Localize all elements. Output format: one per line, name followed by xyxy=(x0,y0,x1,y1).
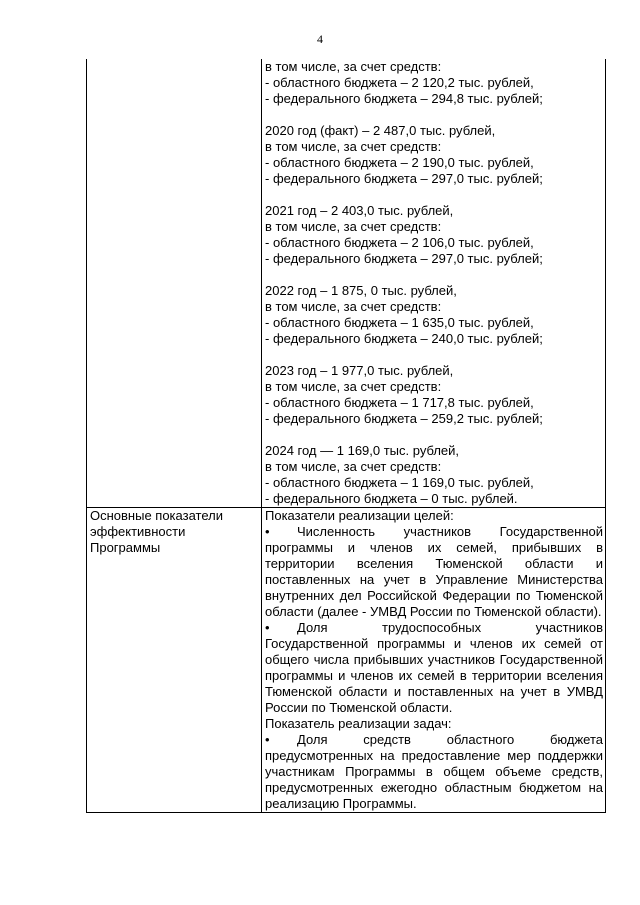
funding-line: 2024 год — 1 169,0 тыс. рублей, xyxy=(265,443,460,458)
funding-line: в том числе, за счет средств: xyxy=(265,139,442,154)
indicators-label: Основные показатели эффективности Программы xyxy=(87,508,262,813)
funding-line: - федерального бюджета – 259,2 тыс. рублей; xyxy=(265,411,543,426)
funding-row xyxy=(87,59,606,508)
indicators-row xyxy=(87,508,606,813)
indicators-cell xyxy=(262,508,606,813)
blank-line xyxy=(265,347,603,363)
blank-line xyxy=(265,107,603,123)
program-passport-table xyxy=(86,59,606,813)
funding-line: в том числе, за счет средств: xyxy=(265,299,442,314)
funding-line: - федерального бюджета – 297,0 тыс. рублей; xyxy=(265,171,543,186)
funding-line: - областного бюджета – 2 120,2 тыс. рублей, xyxy=(265,75,534,90)
funding-cell xyxy=(262,59,606,508)
tasks-heading: Показатель реализации задач: xyxy=(265,716,452,731)
funding-lines xyxy=(265,59,603,507)
funding-label-cell xyxy=(87,59,262,508)
funding-line: в том числе, за счет средств: xyxy=(265,59,442,74)
goals-heading: Показатели реализации целей: xyxy=(265,508,454,523)
funding-line: - областного бюджета – 1 717,8 тыс. рублей, xyxy=(265,395,534,410)
bullet-item xyxy=(265,732,603,812)
funding-line: 2021 год – 2 403,0 тыс. рублей, xyxy=(265,203,454,218)
bullet-text: Доля средств областного бюджета предусмотренных на предоставление мер поддержки участникам Программы в общем объеме средств, предусмотренных ежегодно областным бюджетом на реализацию Программы. xyxy=(265,732,603,811)
blank-line xyxy=(265,187,603,203)
funding-line: 2023 год – 1 977,0 тыс. рублей, xyxy=(265,363,454,378)
funding-line: в том числе, за счет средств: xyxy=(265,459,442,474)
blank-line xyxy=(265,427,603,443)
bullet-text: Численность участников Государственной программы и членов их семей, прибывших в территории вселения Тюменской области и поставленных на учет в Управление Министерства внутренних дел Российской Федерации по Тюменской области (далее - УМВД России по Тюменской области). xyxy=(265,524,603,619)
funding-line: 2020 год (факт) – 2 487,0 тыс. рублей, xyxy=(265,123,496,138)
goal-bullets xyxy=(265,524,603,716)
funding-line: в том числе, за счет средств: xyxy=(265,379,442,394)
funding-line: - областного бюджета – 1 635,0 тыс. рублей, xyxy=(265,315,534,330)
bullet-icon: • xyxy=(265,620,270,635)
funding-line: - областного бюджета – 1 169,0 тыс. рублей, xyxy=(265,475,534,490)
bullet-icon: • xyxy=(265,524,270,539)
blank-line xyxy=(265,267,603,283)
bullet-icon: • xyxy=(265,732,270,747)
funding-line: - федерального бюджета – 297,0 тыс. рублей; xyxy=(265,251,543,266)
page-number: 4 xyxy=(317,32,323,46)
funding-line: - федерального бюджета – 294,8 тыс. рублей; xyxy=(265,91,543,106)
funding-line: 2022 год – 1 875, 0 тыс. рублей, xyxy=(265,283,457,298)
funding-line: в том числе, за счет средств: xyxy=(265,219,442,234)
bullet-text: Доля трудоспособных участников Государственной программы и членов их семей от общего числа прибывших участников Государственной программы и членов их семей в территории вселения Тюменской области и поставленных на учет в УМВД России по Тюменской области. xyxy=(265,620,603,715)
funding-line: - областного бюджета – 2 106,0 тыс. рублей, xyxy=(265,235,534,250)
task-bullets xyxy=(265,732,603,812)
bullet-item xyxy=(265,524,603,620)
funding-line: - областного бюджета – 2 190,0 тыс. рублей, xyxy=(265,155,534,170)
funding-line: - федерального бюджета – 240,0 тыс. рублей; xyxy=(265,331,543,346)
bullet-item xyxy=(265,620,603,716)
funding-line: - федерального бюджета – 0 тыс. рублей. xyxy=(265,491,518,506)
